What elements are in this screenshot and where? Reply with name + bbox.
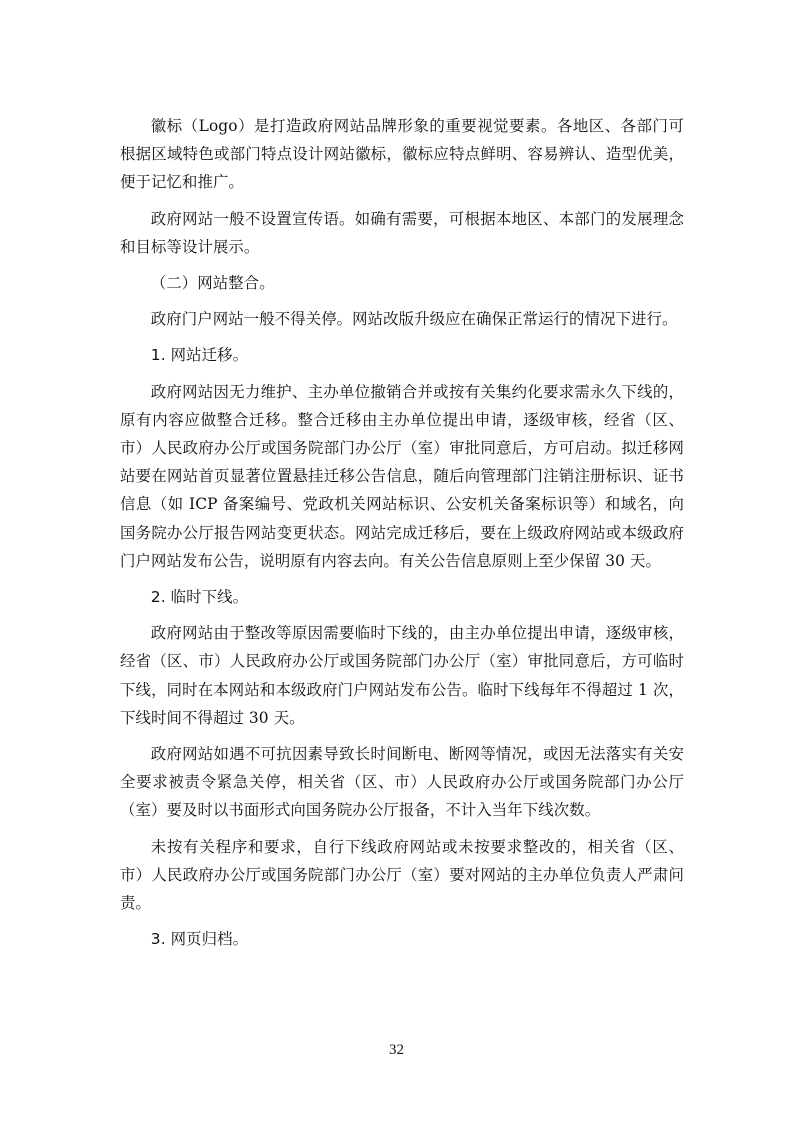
paragraph-migration-process: 政府网站因无力维护、主办单位撤销合并或按有关集约化要求需永久下线的，原有内容应做整合迁移。整合迁移由主办单位提出申请，逐级审核，经省（区、市）人民政府办公厅或国务院部门办公厅（室）审批同意后，方可启动。拟迁移网站要在网站首页显著位置悬挂迁移公告信息，随后向管理部门注销注册标识、证书信息（如 ICP 备案编号、党政机关网站标识、公安机关备案标识等）和域名，向国务院办公厅报告网站变更状态。网站完成迁移后，要在上级政府网站或本级政府门户网站发布公告，说明原有内容去向。有关公告信息原则上至少保留 30 天。: [120, 382, 684, 570]
paragraph-portal-no-shutdown: 政府门户网站一般不得关停。网站改版升级应在确保正常运行的情况下进行。: [150, 310, 678, 329]
subheading-web-archiving: 3. 网页归档。: [150, 930, 249, 949]
section-heading-website-integration: （二）网站整合。: [150, 274, 275, 293]
paragraph-accountability: 未按有关程序和要求，自行下线政府网站或未按要求整改的，相关省（区、市）人民政府办公厅或国务院部门办公厅（室）要对网站的主办单位负责人严肃问责。: [120, 837, 684, 913]
paragraph-temporary-offline-process: 政府网站由于整改等原因需要临时下线的，由主办单位提出申请，逐级审核，经省（区、市）人民政府办公厅或国务院部门办公厅（室）审批同意后，方可临时下线，同时在本网站和本级政府门户网站发布公告。临时下线每年不得超过 1 次，下线时间不得超过 30 天。: [120, 624, 684, 727]
paragraph-force-majeure: 政府网站如遇不可抗因素导致长时间断电、断网等情况，或因无法落实有关安全要求被责令紧急关停，相关省（区、市）人民政府办公厅或国务院部门办公厅（室）要及时以书面形式向国务院办公厅报备，不计入当年下线次数。: [120, 745, 684, 820]
paragraph-slogan: 政府网站一般不设置宣传语。如确有需要，可根据本地区、本部门的发展理念和目标等设计展示。: [120, 209, 684, 256]
page-number: 32: [389, 1042, 404, 1058]
subheading-temporary-offline: 2. 临时下线。: [150, 588, 249, 607]
paragraph-logo: 徽标（Logo）是打造政府网站品牌形象的重要视觉要素。各地区、各部门可根据区域特色或部门特点设计网站徽标，徽标应特点鲜明、容易辨认、造型优美，便于记忆和推广。: [120, 117, 684, 192]
subheading-website-migration: 1. 网站迁移。: [150, 346, 249, 365]
document-body: [120, 112, 684, 961]
